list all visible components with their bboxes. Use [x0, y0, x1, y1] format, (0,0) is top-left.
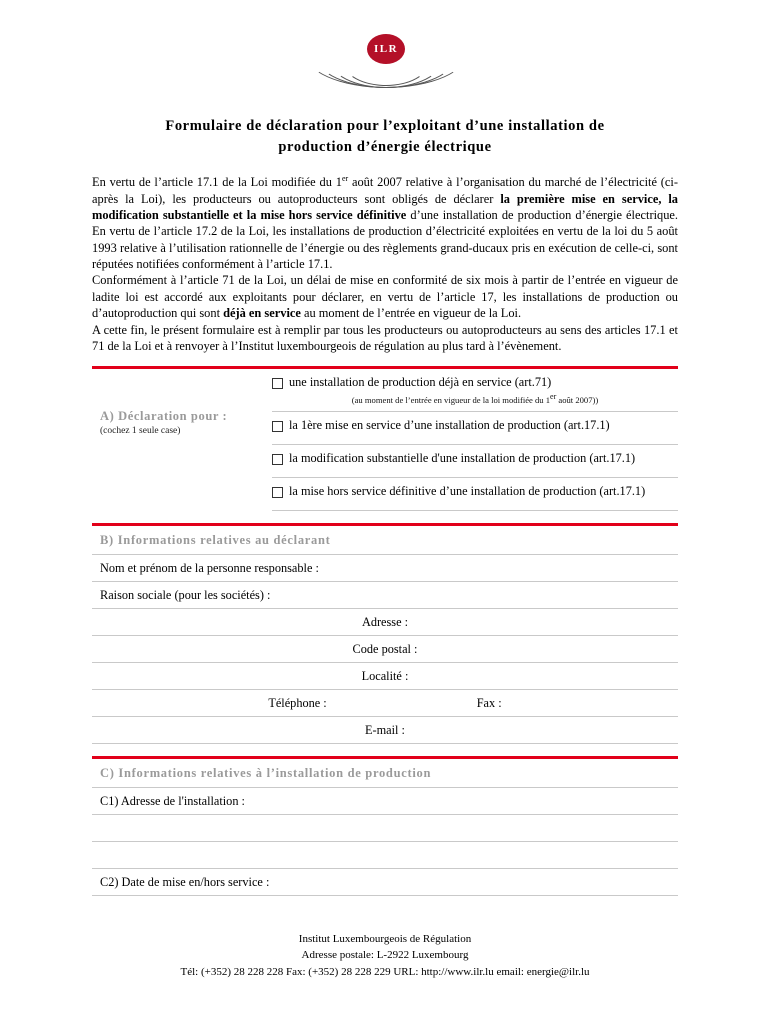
- intro-p2-a: Conformément à l’article 71 de la Loi, un délai de mise en conformité de six mois à partir de l’entrée en vigueur de ladite loi est accordé aux exploitants pour déclarer, en vertu de l’article 17, les installations de production ou d’autoproduction qui sont: [92, 273, 678, 321]
- field-c2-label: C2) Date de mise en/hors service :: [100, 874, 270, 889]
- option-3-label: la modification substantielle d'une installation de production (art.17.1): [289, 451, 636, 466]
- section-b-title: B) Informations relatives au déclarant: [92, 526, 678, 555]
- declaration-option-4[interactable]: [272, 478, 678, 511]
- declaration-option-2[interactable]: [272, 412, 678, 445]
- option-1-label: une installation de production déjà en service (art.71): [289, 375, 552, 390]
- intro-paragraph-3: A cette fin, le présent formulaire est à remplir par tous les producteurs ou autoproducteurs au sens des articles 17.1 et 71 de la Loi et à renvoyer à l’Institut luxembourgeois de régulation au plus tard à l’évènement.: [92, 322, 678, 353]
- intro-p1-a: En vertu de l’article 17.1 de la Loi modifiée du 1: [92, 175, 342, 190]
- checkbox-option-4[interactable]: [272, 487, 283, 498]
- page-title: [92, 116, 678, 158]
- page-footer: [0, 931, 770, 981]
- option-2-label: la 1ère mise en service d’une installation de production (art.17.1): [289, 418, 610, 433]
- intro-p1-c: d’une installation de production d’énergie électrique. En vertu de l’article 17.2 de la Loi, les installations de production d’électricité exploitées en vertu de la loi du 5 août 1993 relative à l’utilisation rationnelle de l’énergie ou des règlements grand-ducaux pris en exécution de celle-ci, sont réputées notifiées conformément à l’article 17.1.: [92, 207, 679, 272]
- declaration-option-1[interactable]: [272, 369, 678, 412]
- option-4-label: la mise hors service définitive d’une installation de production (art.17.1): [289, 484, 646, 499]
- field-c2-date-mise-service[interactable]: [92, 869, 678, 896]
- footer-line-3: Tél: (+352) 28 228 228 Fax: (+352) 28 228 229 URL: http://www.ilr.lu email: energie@ilr.lu: [180, 965, 590, 978]
- footer-line-2: Adresse postale: L-2922 Luxembourg: [301, 949, 469, 961]
- field-nom-prenom[interactable]: [92, 555, 678, 582]
- intro-p1-bold: la première mise en service, la modification substantielle et la mise hors service définitive: [92, 191, 678, 222]
- field-adresse[interactable]: [92, 609, 678, 636]
- field-email-label: E-mail :: [365, 722, 405, 737]
- title-line-1: Formulaire de déclaration pour l’exploitant d’une installation de: [165, 118, 605, 134]
- intro-text: [92, 174, 678, 354]
- field-raison-sociale[interactable]: [92, 582, 678, 609]
- checkbox-option-2[interactable]: [272, 421, 283, 432]
- section-a: [92, 369, 678, 511]
- declaration-option-3[interactable]: [272, 445, 678, 478]
- ilr-logo-icon: [295, 34, 475, 96]
- intro-p1-sup: er: [341, 174, 349, 184]
- field-raison-sociale-label: Raison sociale (pour les sociétés) :: [100, 587, 271, 602]
- checkbox-option-3[interactable]: [272, 454, 283, 465]
- field-telephone-fax[interactable]: [92, 690, 678, 717]
- field-fax-label: Fax :: [476, 695, 502, 710]
- intro-p1-b: août 2007 relative à l’organisation du marché de l’électricité (ci-après la Loi), les producteurs ou autoproducteurs sont obligés de déclarer: [92, 175, 678, 206]
- footer-line-1: Institut Luxembourgeois de Régulation: [298, 932, 472, 945]
- section-b-fields: [92, 555, 678, 744]
- option-1-note-a: (au moment de l’entrée en vigueur de la loi modifiée du 1: [351, 395, 551, 406]
- field-localite-label: Localité :: [361, 668, 409, 683]
- section-c-fields: [92, 788, 678, 896]
- field-telephone-label: Téléphone :: [268, 695, 327, 710]
- logo-text: ILR: [373, 43, 399, 55]
- section-a-label-block: [92, 369, 272, 511]
- field-c1-label: C1) Adresse de l'installation :: [100, 793, 245, 808]
- field-code-postal-label: Code postal :: [352, 641, 418, 656]
- logo-container: [92, 0, 678, 96]
- section-a-subtitle: (cochez 1 seule case): [100, 426, 181, 437]
- field-adresse-label: Adresse :: [361, 614, 409, 629]
- intro-paragraph-2: [92, 272, 678, 321]
- field-nom-prenom-label: Nom et prénom de la personne responsable :: [100, 560, 319, 575]
- intro-p2-bold: déjà en service: [223, 306, 301, 321]
- intro-p2-b: au moment de l’entrée en vigueur de la Loi.: [300, 306, 522, 321]
- field-c1-line-3[interactable]: [92, 842, 678, 869]
- section-c-title: C) Informations relatives à l’installation de production: [92, 759, 678, 788]
- section-a-options: [272, 369, 678, 511]
- checkbox-option-1[interactable]: [272, 378, 283, 389]
- section-a-title: A) Déclaration pour :: [100, 409, 228, 424]
- option-1-note-sup: er: [550, 392, 557, 402]
- field-email[interactable]: [92, 717, 678, 744]
- field-code-postal[interactable]: [92, 636, 678, 663]
- field-c1-line-2[interactable]: [92, 815, 678, 842]
- field-c1-adresse-installation[interactable]: [92, 788, 678, 815]
- title-line-2: production d’énergie électrique: [278, 139, 492, 156]
- intro-paragraph-1: [92, 174, 678, 272]
- option-1-note-b: août 2007)): [556, 395, 599, 406]
- option-1-note: [272, 392, 678, 405]
- field-localite[interactable]: [92, 663, 678, 690]
